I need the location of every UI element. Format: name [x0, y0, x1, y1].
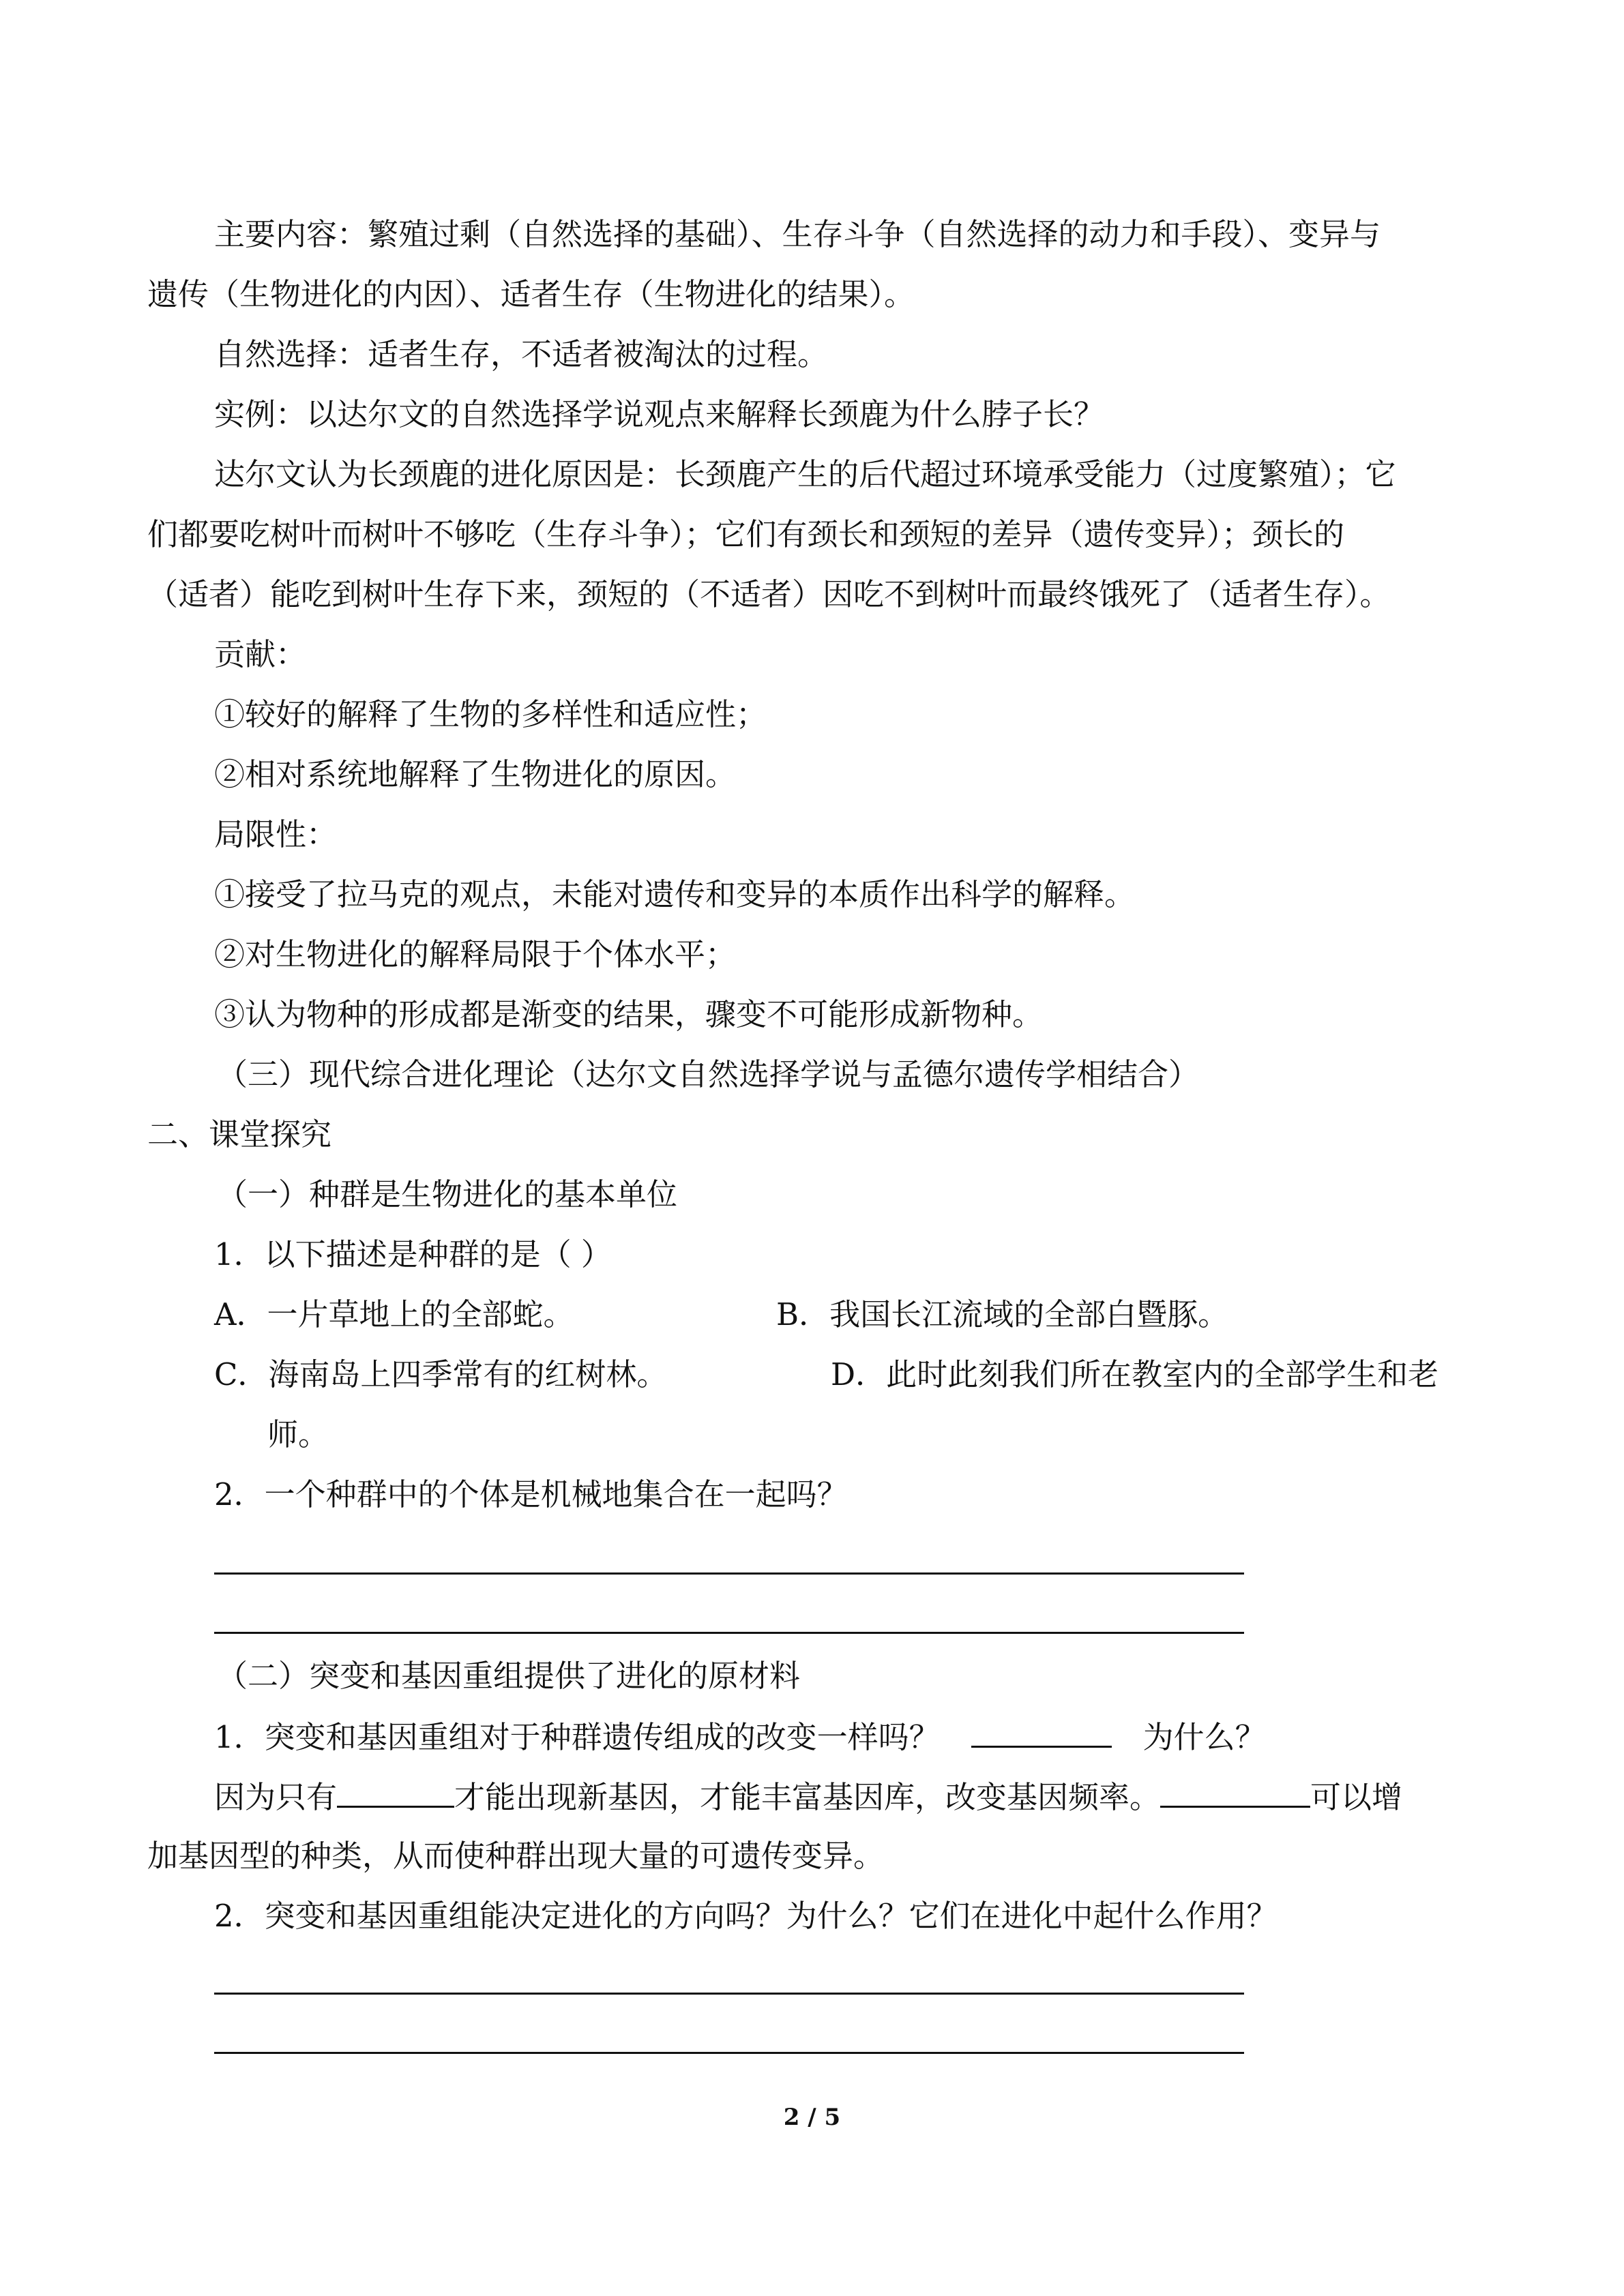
subsection-heading: （二）突变和基因重组提供了进化的原材料: [217, 1658, 801, 1694]
text-line: 贡献：: [214, 636, 307, 672]
text-line: ②对生物进化的解释局限于个体水平；: [214, 936, 737, 972]
answer-line: [214, 2052, 1244, 2054]
text-line: 局限性：: [214, 816, 338, 852]
option-d: D．此时此刻我们所在教室内的全部学生和老: [831, 1356, 1439, 1392]
text-line: [214, 1776, 1402, 1818]
question-part: 为什么？: [1142, 1719, 1266, 1755]
option-c: C．海南岛上四季常有的红树林。: [214, 1356, 668, 1392]
text-line: ①较好的解释了生物的多样性和适应性；: [214, 696, 767, 732]
text-line: 自然选择：适者生存，不适者被淘汰的过程。: [214, 336, 829, 372]
text-line: 实例：以达尔文的自然选择学说观点来解释长颈鹿为什么脖子长？: [214, 396, 1105, 432]
question-text: [214, 1716, 1266, 1758]
subsection-heading: （一）种群是生物进化的基本单位: [217, 1176, 678, 1212]
text-line: 达尔文认为长颈鹿的进化原因是：长颈鹿产生的后代超过环境承受能力（过度繁殖）；它: [214, 456, 1396, 492]
fill-blank: [337, 1776, 454, 1808]
text-part: 才能出现新基因，才能丰富基因库，改变基因频率。: [454, 1779, 1161, 1815]
text-line: 遗传（生物进化的内因）、适者生存（生物进化的结果）。: [147, 276, 915, 312]
text-line: 主要内容：繁殖过剩（自然选择的基础）、生存斗争（自然选择的动力和手段）、变异与: [214, 216, 1381, 252]
fill-blank: [1160, 1776, 1310, 1808]
option-a: A．一片草地上的全部蛇。: [214, 1296, 574, 1332]
section-heading: 二、课堂探究: [147, 1116, 332, 1152]
question-text: 2．一个种群中的个体是机械地集合在一起吗？: [214, 1476, 848, 1512]
option-d-continued: 师。: [267, 1416, 329, 1452]
text-line: ①接受了拉马克的观点，未能对遗传和变异的本质作出科学的解释。: [214, 876, 1136, 912]
answer-line: [214, 1572, 1244, 1575]
question-text: 2．突变和基因重组能决定进化的方向吗？为什么？它们在进化中起什么作用？: [214, 1898, 1278, 1934]
text-part: 因为只有: [214, 1779, 338, 1815]
text-line: 们都要吃树叶而树叶不够吃（生存斗争）；它们有颈长和颈短的差异（遗传变异）；颈长的: [147, 516, 1345, 552]
text-line: 加基因型的种类，从而使种群出现大量的可遗传变异。: [147, 1838, 885, 1874]
text-part: 可以增: [1310, 1779, 1403, 1815]
answer-line: [214, 1993, 1244, 1995]
text-line: （适者）能吃到树叶生存下来，颈短的（不适者）因吃不到树叶而最终饿死了（适者生存）。: [147, 576, 1391, 612]
answer-line: [214, 1632, 1244, 1634]
subsection-heading: （三）现代综合进化理论（达尔文自然选择学说与孟德尔遗传学相结合）: [217, 1056, 1200, 1092]
fill-blank: [971, 1716, 1112, 1748]
question-part: 1．突变和基因重组对于种群遗传组成的改变一样吗？: [214, 1719, 940, 1755]
text-line: ③认为物种的形成都是渐变的结果，骤变不可能形成新物种。: [214, 996, 1044, 1032]
option-b: B．我国长江流域的全部白暨豚。: [776, 1296, 1229, 1332]
text-line: ②相对系统地解释了生物进化的原因。: [214, 756, 737, 792]
page-number: 2 / 5: [783, 2104, 841, 2131]
question-text: 1．以下描述是种群的是（ ）: [214, 1236, 612, 1272]
